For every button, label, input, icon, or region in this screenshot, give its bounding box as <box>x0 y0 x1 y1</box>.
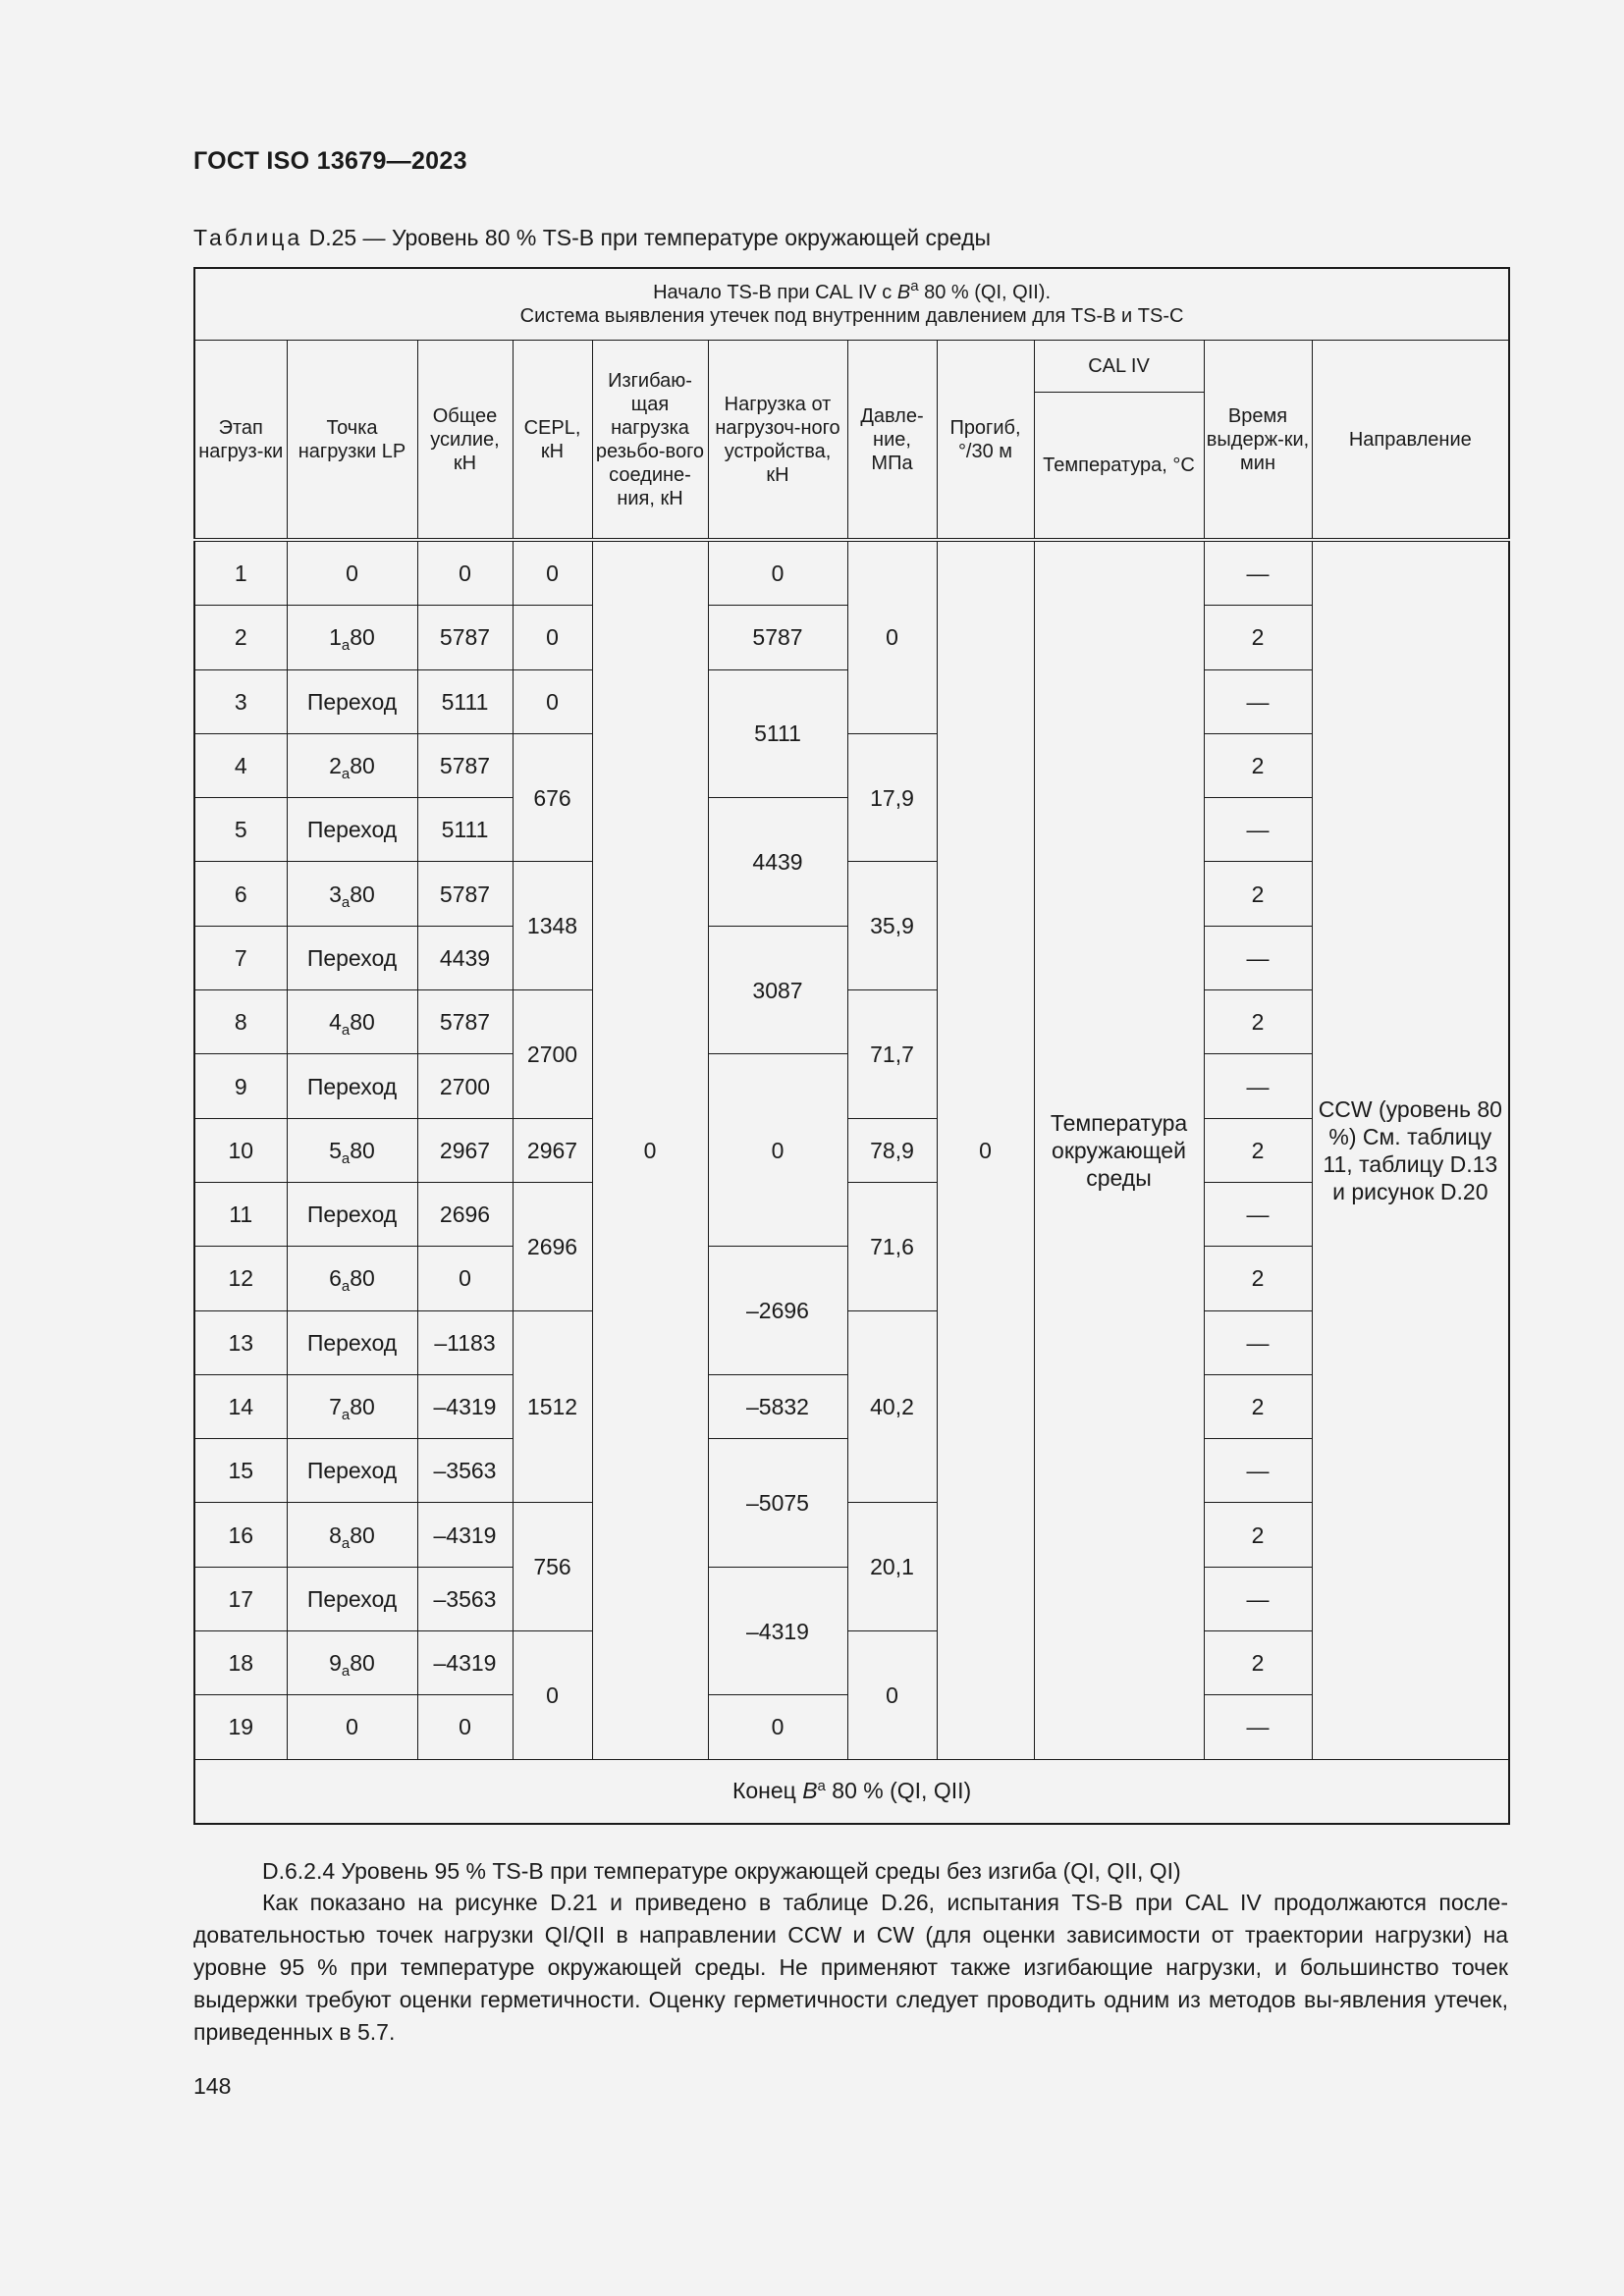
cell-cepl: 1512 <box>513 1310 592 1503</box>
cell-pressure: 71,7 <box>847 990 937 1119</box>
cell-hold-time: 2 <box>1204 606 1312 669</box>
cell-hold-time: — <box>1204 669 1312 733</box>
col-header-stage: Этап нагруз-ки <box>194 341 287 541</box>
cell-device-load: 4439 <box>708 798 847 927</box>
cell-stage: 1 <box>194 540 287 606</box>
cell-total-force: 0 <box>417 1247 513 1310</box>
cell-load-point: $7_a80$ <box>287 1374 417 1438</box>
cell-stage: 15 <box>194 1439 287 1503</box>
cell-load-point: $2_a80$ <box>287 733 417 797</box>
body-paragraph: Как показано на рисунке D.21 и приведено в таблице D.26, испытания TS-B при CAL IV продолжаются после-довательностью точек нагрузки QI/QII в направлении CCW и CW (для оценки зависимости от траектории нагрузки) на уровне 95 % при температуре окружающей среды. Не применяют также изгибающие нагрузки, и большинство точек выдержки требуют оценки герметичности. Оценку герметичности следует проводить одним из методов вы-явления утечек, приведенных в 5.7. <box>193 1890 1508 2045</box>
cell-total-force: 4439 <box>417 926 513 989</box>
col-header-total-force: Общее усилие, кН <box>417 341 513 541</box>
cell-total-force: 5111 <box>417 669 513 733</box>
cell-cepl: 0 <box>513 1631 592 1760</box>
cell-device-load: –4319 <box>708 1567 847 1695</box>
cell-pressure: 20,1 <box>847 1503 937 1631</box>
cell-cepl: 0 <box>513 540 592 606</box>
col-header-deflection: Прогиб, °/30 м <box>937 341 1034 541</box>
cell-pressure: 40,2 <box>847 1310 937 1503</box>
cell-temperature: Температура окружающей среды <box>1034 540 1204 1759</box>
cell-stage: 3 <box>194 669 287 733</box>
cell-load-point: Переход <box>287 669 417 733</box>
cell-stage: 16 <box>194 1503 287 1567</box>
cell-stage: 5 <box>194 798 287 862</box>
col-header-cepl: CEPL, кН <box>513 341 592 541</box>
cell-device-load: –5075 <box>708 1439 847 1568</box>
cell-hold-time: — <box>1204 926 1312 989</box>
cell-cepl: 0 <box>513 669 592 733</box>
cell-stage: 9 <box>194 1054 287 1118</box>
cell-hold-time: 2 <box>1204 1631 1312 1695</box>
table-end-caption: Конец $B^a$ 80 % (QI, QII) <box>194 1759 1509 1824</box>
cell-stage: 19 <box>194 1695 287 1759</box>
cell-hold-time: 2 <box>1204 1374 1312 1438</box>
cell-stage: 4 <box>194 733 287 797</box>
cell-load-point: Переход <box>287 798 417 862</box>
cell-total-force: 2700 <box>417 1054 513 1118</box>
cell-device-load: –5832 <box>708 1374 847 1438</box>
cell-total-force: 5787 <box>417 606 513 669</box>
cell-total-force: 2696 <box>417 1182 513 1246</box>
table-end-row <box>194 1759 1509 1824</box>
cell-stage: 13 <box>194 1310 287 1374</box>
cell-cepl: 2700 <box>513 990 592 1119</box>
cell-total-force: –4319 <box>417 1503 513 1567</box>
col-header-cal-iv: CAL IV <box>1034 341 1204 393</box>
cell-stage: 10 <box>194 1118 287 1182</box>
cell-pressure: 0 <box>847 1631 937 1760</box>
cell-pressure: 17,9 <box>847 733 937 862</box>
cell-load-point: $1_a80$ <box>287 606 417 669</box>
cell-hold-time: — <box>1204 1695 1312 1759</box>
cell-load-point: Переход <box>287 1054 417 1118</box>
cell-hold-time: 2 <box>1204 862 1312 926</box>
cell-stage: 14 <box>194 1374 287 1438</box>
cell-hold-time: 2 <box>1204 733 1312 797</box>
caption-text: D.25 — Уровень 80 % TS-B при температуре окружающей среды <box>308 225 992 250</box>
table-top-caption: Начало TS-B при CAL IV с $B^a$ 80 % (QI, QII). Система выявления утечек под внутренним давлением для TS-B и TS-C <box>194 268 1509 341</box>
table-row <box>194 540 1509 606</box>
cell-total-force: 5787 <box>417 862 513 926</box>
col-header-temperature: Температура, °С <box>1034 393 1204 541</box>
cell-hold-time: — <box>1204 1054 1312 1118</box>
cell-cepl: 1348 <box>513 862 592 990</box>
cell-stage: 8 <box>194 990 287 1054</box>
cell-total-force: 2967 <box>417 1118 513 1182</box>
caption-prefix: Таблица <box>193 225 303 250</box>
data-table <box>193 267 1510 1825</box>
cell-total-force: –3563 <box>417 1567 513 1630</box>
cell-total-force: 5111 <box>417 798 513 862</box>
cell-device-load: –2696 <box>708 1247 847 1375</box>
cell-total-force: –4319 <box>417 1631 513 1695</box>
col-header-load-point: Точка нагрузки LP <box>287 341 417 541</box>
cell-hold-time: — <box>1204 1567 1312 1630</box>
cell-stage: 17 <box>194 1567 287 1630</box>
document-header: ГОСТ ISO 13679—2023 <box>193 147 467 175</box>
cell-hold-time: 2 <box>1204 1247 1312 1310</box>
cell-load-point: $8_a80$ <box>287 1503 417 1567</box>
table-caption <box>193 225 991 251</box>
cell-stage: 6 <box>194 862 287 926</box>
cell-load-point: $6_a80$ <box>287 1247 417 1310</box>
cell-hold-time: — <box>1204 798 1312 862</box>
col-header-bending: Изгибаю-щая нагрузка резьбо-вого соедине-ния, кН <box>592 341 708 541</box>
cell-load-point: $9_a80$ <box>287 1631 417 1695</box>
cell-cepl: 676 <box>513 733 592 862</box>
cell-pressure: 71,6 <box>847 1182 937 1310</box>
cell-direction: CCW (уровень 80 %) См. таблицу 11, таблицу D.13 и рисунок D.20 <box>1312 540 1509 1759</box>
cell-cepl: 2967 <box>513 1118 592 1182</box>
cell-hold-time: 2 <box>1204 990 1312 1054</box>
cell-device-load: 0 <box>708 1695 847 1759</box>
cell-cepl: 0 <box>513 606 592 669</box>
col-header-device-load: Нагрузка от нагрузоч-ного устройства, кН <box>708 341 847 541</box>
cell-cepl: 756 <box>513 1503 592 1631</box>
cell-stage: 2 <box>194 606 287 669</box>
cell-stage: 11 <box>194 1182 287 1246</box>
col-header-pressure: Давле-ние, МПа <box>847 341 937 541</box>
cell-hold-time: — <box>1204 540 1312 606</box>
cell-total-force: 5787 <box>417 990 513 1054</box>
cell-hold-time: 2 <box>1204 1503 1312 1567</box>
cell-load-point: Переход <box>287 926 417 989</box>
cell-bending: 0 <box>592 540 708 1759</box>
cell-load-point: Переход <box>287 1439 417 1503</box>
cell-total-force: 0 <box>417 1695 513 1759</box>
cell-deflection: 0 <box>937 540 1034 1759</box>
cell-device-load: 5787 <box>708 606 847 669</box>
col-header-hold-time: Время выдерж-ки, мин <box>1204 341 1312 541</box>
cell-pressure: 35,9 <box>847 862 937 990</box>
cell-hold-time: — <box>1204 1310 1312 1374</box>
cell-total-force: –3563 <box>417 1439 513 1503</box>
cell-total-force: –1183 <box>417 1310 513 1374</box>
cell-total-force: 5787 <box>417 733 513 797</box>
cell-load-point: Переход <box>287 1567 417 1630</box>
cell-load-point: 0 <box>287 1695 417 1759</box>
cell-load-point: $4_a80$ <box>287 990 417 1054</box>
cell-cepl: 2696 <box>513 1182 592 1310</box>
page-number: 148 <box>193 2073 232 2099</box>
cell-pressure: 0 <box>847 540 937 733</box>
cell-load-point: 0 <box>287 540 417 606</box>
cell-device-load: 3087 <box>708 926 847 1054</box>
cell-hold-time: 2 <box>1204 1118 1312 1182</box>
cell-load-point: $5_a80$ <box>287 1118 417 1182</box>
cell-device-load: 5111 <box>708 669 847 798</box>
cell-stage: 12 <box>194 1247 287 1310</box>
cell-hold-time: — <box>1204 1182 1312 1246</box>
cell-load-point: $3_a80$ <box>287 862 417 926</box>
cell-load-point: Переход <box>287 1310 417 1374</box>
cell-device-load: 0 <box>708 1054 847 1247</box>
cell-load-point: Переход <box>287 1182 417 1246</box>
cell-total-force: 0 <box>417 540 513 606</box>
cell-stage: 18 <box>194 1631 287 1695</box>
cell-hold-time: — <box>1204 1439 1312 1503</box>
cell-device-load: 0 <box>708 540 847 606</box>
cell-total-force: –4319 <box>417 1374 513 1438</box>
col-header-direction: Направление <box>1312 341 1509 541</box>
cell-stage: 7 <box>194 926 287 989</box>
cell-pressure: 78,9 <box>847 1118 937 1182</box>
section-heading: D.6.2.4 Уровень 95 % TS-B при температуре окружающей среды без изгиба (QI, QII, QI) <box>262 1858 1181 1884</box>
